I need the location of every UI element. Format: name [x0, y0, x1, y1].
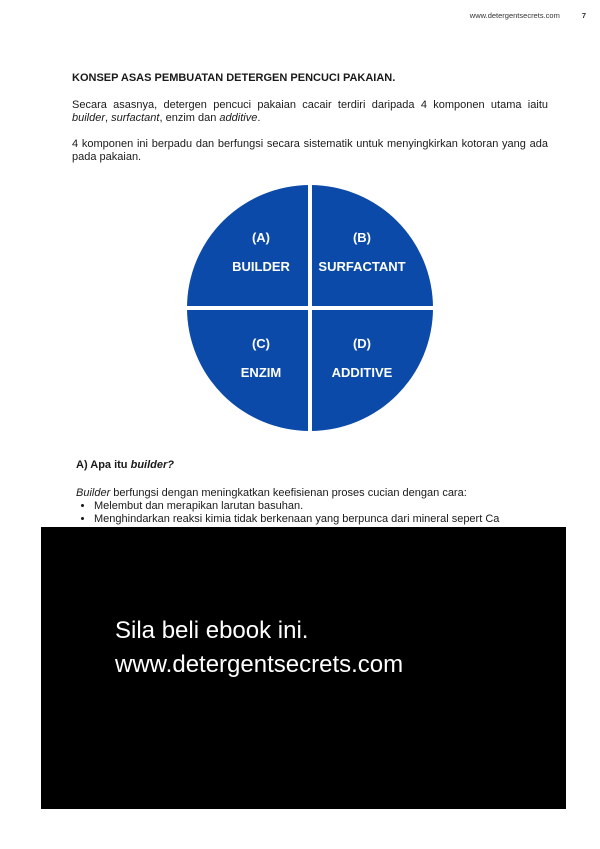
- quadrant-c-name: ENZIM: [240, 365, 282, 380]
- intro-content: [72, 72, 548, 177]
- quadrant-b: [308, 230, 416, 274]
- quadrant-a-letter: (A): [251, 230, 271, 245]
- section-a-bullets: [76, 500, 556, 526]
- overlay-line-2: www.detergentsecrets.com: [115, 651, 404, 678]
- quadrant-b-name: SURFACTANT: [318, 259, 406, 274]
- page-header: [470, 11, 586, 20]
- intro-end: .: [257, 112, 261, 124]
- second-paragraph: 4 komponen ini berpadu dan berfungsi secara sistematik untuk menyingkirkan kotoran yang ada pada pakaian.: [72, 138, 548, 163]
- quadrant-d-letter: (D): [352, 336, 372, 351]
- page-title: KONSEP ASAS PEMBUATAN DETERGEN PENCUCI PAKAIAN.: [72, 72, 396, 84]
- sep2: , enzim dan: [159, 112, 220, 124]
- quadrant-d-name: ADDITIVE: [331, 365, 393, 380]
- quadrant-a-name: BUILDER: [232, 259, 290, 274]
- page-number: 7: [581, 11, 586, 20]
- header-site: www.detergentsecrets.com: [469, 11, 560, 20]
- section-a: [76, 459, 556, 526]
- component-diagram: [186, 184, 434, 432]
- section-a-heading-prefix: A) Apa itu: [76, 459, 131, 471]
- overlay-line-1: Sila beli ebook ini.: [115, 617, 309, 644]
- term-surfactant: surfactant: [111, 112, 160, 124]
- quadrant-a: [206, 230, 316, 274]
- quadrant-d: [308, 336, 416, 380]
- bullet-item: • Menghindarkan reaksi kimia tidak berkenaan yang berpunca dari mineral sepert Ca: [94, 513, 556, 526]
- section-a-intro-term: Builder: [76, 487, 111, 499]
- term-builder: builder: [72, 112, 106, 124]
- section-a-intro: [76, 487, 556, 500]
- paywall-overlay: [41, 527, 566, 809]
- section-a-heading: [76, 459, 556, 472]
- intro-paragraph: [72, 99, 548, 125]
- term-additive: additive: [219, 112, 258, 124]
- section-a-heading-term: builder?: [130, 459, 174, 471]
- section-a-intro-rest: berfungsi dengan meningkatkan keefisienan proses cucian dengan cara:: [110, 487, 467, 499]
- sep1: ,: [105, 112, 112, 124]
- diagram-circle: [186, 184, 434, 432]
- quadrant-b-letter: (B): [352, 230, 372, 245]
- bullet-item: • Melembut dan merapikan larutan basuhan.: [94, 500, 556, 513]
- intro-text: Secara asasnya, detergen pencuci pakaian cacair terdiri daripada 4 komponen utama iaitu: [72, 99, 548, 111]
- quadrant-c: [206, 336, 316, 380]
- quadrant-c-letter: (C): [251, 336, 271, 351]
